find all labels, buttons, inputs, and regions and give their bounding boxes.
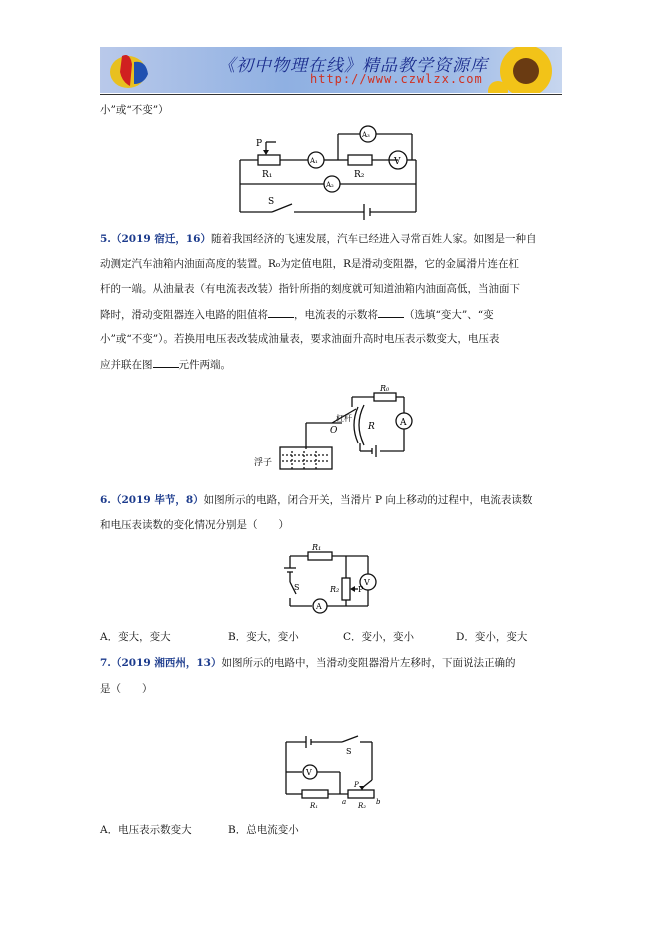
q7-circuit-diagram bbox=[278, 732, 388, 812]
q4-tail: 小”或“不变”） bbox=[100, 104, 169, 116]
q7-label-b: b bbox=[376, 798, 381, 806]
q4-label-a2: A₂ bbox=[326, 181, 334, 189]
q6-label-r2: R₂ bbox=[330, 585, 340, 594]
q5-line3: 杆的一端。从油量表（有电流表改装）指针所指的刻度就可知道油箱内油面高低，当油面下 bbox=[100, 283, 520, 295]
q4-label-s: S bbox=[268, 197, 275, 207]
q5-label-r: R bbox=[368, 422, 375, 432]
q6-label-a: A bbox=[316, 602, 322, 611]
q4-label-r1: R₁ bbox=[262, 170, 273, 180]
q6-label-s: S bbox=[294, 583, 300, 592]
sunflower-icon bbox=[486, 47, 556, 93]
q7-label-p: P bbox=[354, 781, 359, 789]
q4-label-a3: A₃ bbox=[362, 131, 370, 139]
header-rule bbox=[100, 94, 562, 95]
q5-label-o: O bbox=[330, 426, 338, 436]
q6-label-v: V bbox=[364, 578, 370, 587]
q7-line2: 是（ ） bbox=[100, 683, 153, 695]
q7-label-r1: R₁ bbox=[310, 802, 319, 810]
q5-line4: 降时，滑动变阻器连入电路的阻值将 ，电流表的示数将 （选填“变大”、“变 bbox=[100, 309, 494, 321]
q6-line1: 6.（2019 毕节，8）如图所示的电路，闭合开关，当滑片 P 向上移动的过程中，电流表读数 bbox=[100, 494, 533, 506]
q4-label-a1: A₁ bbox=[310, 157, 318, 165]
q5-label-r0: R₀ bbox=[380, 385, 390, 393]
q5-number: 5.（2019 宿迁，16） bbox=[100, 233, 211, 245]
q6-option-a[interactable]: A．变大，变大 bbox=[100, 631, 171, 643]
q5-blank-2[interactable] bbox=[378, 307, 404, 318]
q6-option-d[interactable]: D．变小，变大 bbox=[456, 631, 528, 643]
q4-circuit-diagram bbox=[236, 120, 436, 220]
q6-number: 6.（2019 毕节，8） bbox=[100, 494, 204, 506]
q6-option-b[interactable]: B．变大，变小 bbox=[228, 631, 299, 643]
q7-label-v: V bbox=[306, 768, 312, 777]
q7-label-s: S bbox=[346, 747, 352, 756]
q5-line6: 应并联在图 元件两端。 bbox=[100, 359, 231, 371]
q5-oil-gauge-diagram bbox=[252, 385, 422, 477]
header-banner bbox=[100, 47, 562, 93]
q5-label-a: A bbox=[400, 418, 407, 428]
q6-label-r1: R₁ bbox=[312, 543, 322, 552]
q7-line1: 7.（2019 湘西州，13）如图所示的电路中，当滑动变阻器滑片左移时，下面说法正确的 bbox=[100, 657, 516, 669]
q5-label-lever: 杠杆 bbox=[336, 414, 352, 423]
q7-label-a: a bbox=[342, 798, 347, 806]
q6-label-p: P bbox=[358, 585, 364, 594]
q4-label-r2: R₂ bbox=[354, 170, 365, 180]
header-title: 《初中物理在线》精品教学资源库 bbox=[218, 56, 488, 76]
q5-line1: 5.（2019 宿迁，16）随着我国经济的飞速发展，汽车已经进入寻常百姓人家。如图是一种自 bbox=[100, 233, 537, 245]
logo-icon bbox=[108, 50, 160, 90]
q4-label-p: P bbox=[256, 139, 263, 149]
q6-circuit-diagram bbox=[280, 542, 390, 614]
q7-option-b[interactable]: B．总电流变小 bbox=[228, 824, 299, 836]
q7-label-r2: R₂ bbox=[358, 802, 367, 810]
q5-blank-1[interactable] bbox=[268, 307, 294, 318]
q5-line5: 小”或“不变”）。若换用电压表改装成油量表，要求油面升高时电压表示数变大，电压表 bbox=[100, 333, 500, 345]
q5-label-float: 浮子 bbox=[254, 458, 273, 468]
header-url[interactable]: http://www.czwlzx.com bbox=[310, 72, 483, 86]
q6-option-c[interactable]: C．变小，变小 bbox=[343, 631, 415, 643]
q7-option-a[interactable]: A．电压表示数变大 bbox=[100, 824, 192, 836]
q7-number: 7.（2019 湘西州，13） bbox=[100, 657, 222, 669]
q5-blank-3[interactable] bbox=[153, 357, 179, 368]
q6-line2: 和电压表读数的变化情况分别是（ ） bbox=[100, 519, 289, 531]
q5-line2: 动测定汽车油箱内油面高度的装置。R₀为定值电阻，R是滑动变阻器，它的金属滑片连在杠 bbox=[100, 258, 520, 270]
q4-label-v: V bbox=[394, 157, 401, 167]
